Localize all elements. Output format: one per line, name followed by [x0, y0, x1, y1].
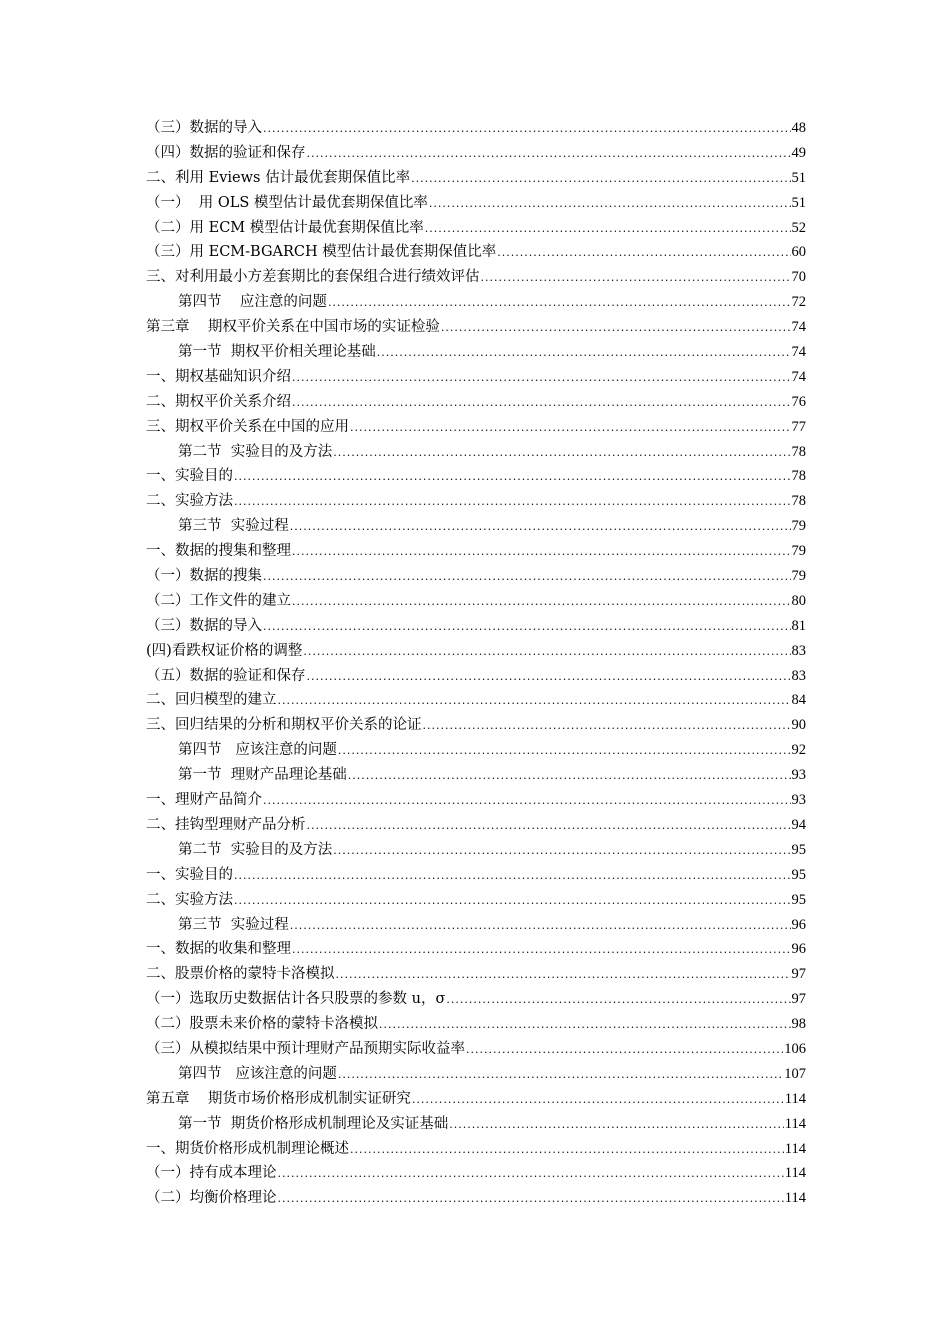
toc-entry-page-number: 74 — [791, 344, 806, 361]
toc-entry-page-number: 72 — [791, 294, 806, 311]
toc-entry-title: 第四节 应该注意的问题 — [178, 742, 337, 759]
toc-entry-title: （二）用 ECM 模型估计最优套期保值比率 — [146, 219, 424, 236]
toc-dot-leader — [379, 1013, 791, 1038]
toc-entry-page-number: 78 — [791, 468, 806, 485]
toc-dot-leader — [338, 739, 791, 764]
toc-dot-leader — [377, 341, 791, 366]
toc-dot-leader — [292, 366, 791, 391]
toc-entry-page-number: 95 — [791, 866, 806, 883]
toc-dot-leader — [263, 615, 791, 640]
toc-entry-title: 第一节 理财产品理论基础 — [178, 767, 347, 784]
toc-entry-title: 第四节 应注意的问题 — [178, 294, 327, 311]
toc-entry-title: 第三节 实验过程 — [178, 916, 289, 933]
toc-entry-title: 第五章 期货市场价格形成机制实证研究 — [146, 1090, 411, 1107]
toc-entry-title: （二）均衡价格理论 — [146, 1190, 277, 1207]
toc-entry-title: (四)看跌权证价格的调整 — [146, 642, 303, 659]
toc-entry[interactable] — [146, 1112, 806, 1137]
toc-entry[interactable] — [146, 688, 806, 713]
toc-entry-page-number: 48 — [791, 120, 806, 136]
toc-entry-page-number: 106 — [784, 1040, 806, 1057]
toc-entry-page-number: 97 — [791, 966, 806, 983]
toc-entry[interactable] — [146, 788, 806, 813]
toc-dot-leader — [263, 565, 791, 590]
toc-entry[interactable] — [146, 1012, 806, 1037]
toc-entry[interactable] — [146, 191, 806, 216]
toc-entry-page-number: 114 — [784, 1140, 806, 1157]
toc-entry-title: 二、利用 Eviews 估计最优套期保值比率 — [146, 169, 411, 186]
toc-entry-page-number: 114 — [784, 1115, 806, 1132]
toc-entry-title: 二、股票价格的蒙特卡洛模拟 — [146, 966, 335, 983]
toc-entry-page-number: 51 — [791, 194, 806, 211]
toc-dot-leader — [411, 167, 790, 192]
toc-entry[interactable] — [146, 1062, 806, 1087]
toc-dot-leader — [350, 416, 791, 441]
toc-entry-page-number: 95 — [791, 891, 806, 908]
toc-entry[interactable] — [146, 141, 806, 166]
toc-entry-page-number: 76 — [791, 393, 806, 410]
toc-entry-page-number: 74 — [791, 368, 806, 385]
table-of-contents — [146, 116, 806, 1211]
toc-entry-title: 二、实验方法 — [146, 891, 233, 908]
toc-entry[interactable] — [146, 514, 806, 539]
toc-entry[interactable] — [146, 216, 806, 241]
toc-entry-title: （三）用 ECM-BGARCH 模型估计最优套期保值比率 — [146, 244, 497, 261]
toc-entry-title: 三、对利用最小方差套期比的套保组合进行绩效评估 — [146, 269, 480, 286]
toc-entry-page-number: 74 — [791, 319, 806, 336]
toc-entry-page-number: 93 — [791, 792, 806, 809]
toc-entry-page-number: 96 — [791, 941, 806, 958]
toc-entry[interactable] — [146, 116, 806, 141]
toc-entry-page-number: 79 — [791, 568, 806, 585]
toc-entry-title: 一、实验目的 — [146, 866, 233, 883]
toc-entry-title: 第三章 期权平价关系在中国市场的实证检验 — [146, 319, 440, 336]
toc-entry-title: 第二节 实验目的及方法 — [178, 841, 333, 858]
toc-dot-leader — [429, 192, 791, 217]
toc-entry-title: 二、挂钩型理财产品分析 — [146, 816, 306, 833]
toc-entry[interactable] — [146, 838, 806, 863]
toc-dot-leader — [263, 789, 791, 814]
toc-entry-title: （三）数据的导入 — [146, 120, 262, 136]
toc-dot-leader — [234, 465, 791, 490]
toc-dot-leader — [466, 1038, 783, 1063]
toc-dot-leader — [350, 1138, 784, 1163]
toc-entry[interactable] — [146, 937, 806, 962]
toc-entry[interactable] — [146, 1161, 806, 1186]
toc-dot-leader — [425, 217, 791, 242]
toc-dot-leader — [412, 1088, 784, 1113]
toc-entry-title: 第一节 期权平价相关理论基础 — [178, 344, 376, 361]
toc-entry[interactable] — [146, 315, 806, 340]
toc-entry-title: （一） 用 OLS 模型估计最优套期保值比率 — [146, 194, 428, 211]
toc-dot-leader — [481, 266, 791, 291]
toc-dot-leader — [303, 640, 790, 665]
toc-dot-leader — [348, 764, 791, 789]
toc-entry-page-number: 84 — [791, 692, 806, 709]
toc-dot-leader — [328, 291, 791, 316]
toc-entry-page-number: 114 — [784, 1165, 806, 1182]
toc-entry-page-number: 49 — [791, 144, 806, 161]
toc-dot-leader — [292, 540, 791, 565]
toc-entry-title: （二）工作文件的建立 — [146, 592, 291, 609]
toc-entry-page-number: 70 — [791, 269, 806, 286]
toc-entry-page-number: 60 — [791, 244, 806, 261]
toc-dot-leader — [441, 316, 791, 341]
toc-entry[interactable] — [146, 489, 806, 514]
toc-entry-title: （一）持有成本理论 — [146, 1165, 277, 1182]
toc-dot-leader — [307, 814, 791, 839]
toc-entry[interactable] — [146, 265, 806, 290]
toc-entry-page-number: 78 — [791, 443, 806, 460]
toc-dot-leader — [338, 1063, 783, 1088]
toc-dot-leader — [292, 938, 791, 963]
toc-entry[interactable] — [146, 888, 806, 913]
toc-entry-title: 一、理财产品简介 — [146, 792, 262, 809]
toc-entry-title: （三）从模拟结果中预计理财产品预期实际收益率 — [146, 1040, 465, 1057]
toc-entry-page-number: 81 — [791, 617, 806, 634]
toc-entry[interactable] — [146, 539, 806, 564]
toc-entry-title: 三、回归结果的分析和期权平价关系的论证 — [146, 717, 422, 734]
toc-dot-leader — [234, 864, 791, 889]
toc-entry[interactable] — [146, 440, 806, 465]
toc-dot-leader — [263, 117, 791, 142]
toc-dot-leader — [446, 988, 790, 1013]
toc-entry-page-number: 79 — [791, 543, 806, 560]
toc-dot-leader — [278, 1187, 784, 1212]
toc-entry-page-number: 96 — [791, 916, 806, 933]
toc-entry[interactable] — [146, 166, 806, 191]
toc-entry[interactable] — [146, 464, 806, 489]
toc-entry[interactable] — [146, 1037, 806, 1062]
toc-entry[interactable] — [146, 962, 806, 987]
toc-entry-page-number: 83 — [791, 642, 806, 659]
toc-entry-page-number: 98 — [791, 1016, 806, 1033]
toc-entry-title: 一、实验目的 — [146, 468, 233, 485]
toc-dot-leader — [333, 441, 790, 466]
toc-dot-leader — [336, 963, 791, 988]
toc-entry-title: 一、数据的收集和整理 — [146, 941, 291, 958]
toc-entry-title: 第二节 实验目的及方法 — [178, 443, 333, 460]
toc-dot-leader — [292, 391, 791, 416]
toc-entry-title: （二）股票未来价格的蒙特卡洛模拟 — [146, 1016, 378, 1033]
toc-dot-leader — [234, 889, 791, 914]
toc-entry[interactable] — [146, 713, 806, 738]
toc-entry[interactable] — [146, 639, 806, 664]
toc-entry[interactable] — [146, 1137, 806, 1162]
toc-entry-title: 第一节 期货价格形成机制理论及实证基础 — [178, 1115, 449, 1132]
toc-entry[interactable] — [146, 340, 806, 365]
toc-entry[interactable] — [146, 564, 806, 589]
toc-entry-page-number: 107 — [784, 1065, 806, 1082]
toc-entry-title: 第三节 实验过程 — [178, 518, 289, 535]
toc-entry-page-number: 97 — [791, 991, 806, 1008]
toc-entry[interactable] — [146, 390, 806, 415]
toc-entry[interactable] — [146, 987, 806, 1012]
toc-entry[interactable] — [146, 913, 806, 938]
toc-dot-leader — [278, 1162, 784, 1187]
toc-entry-title: 第四节 应该注意的问题 — [178, 1065, 337, 1082]
toc-entry-title: 一、期货价格形成机制理论概述 — [146, 1140, 349, 1157]
toc-dot-leader — [290, 914, 791, 939]
toc-entry[interactable] — [146, 863, 806, 888]
toc-entry-title: （三）数据的导入 — [146, 617, 262, 634]
toc-entry[interactable] — [146, 813, 806, 838]
toc-dot-leader — [449, 1113, 784, 1138]
toc-dot-leader — [234, 490, 791, 515]
toc-dot-leader — [278, 689, 791, 714]
toc-entry-page-number: 90 — [791, 717, 806, 734]
toc-entry-page-number: 77 — [791, 418, 806, 435]
toc-entry[interactable] — [146, 1087, 806, 1112]
toc-dot-leader — [307, 142, 791, 167]
toc-entry-page-number: 83 — [791, 667, 806, 684]
toc-entry-page-number: 51 — [791, 169, 806, 186]
toc-dot-leader — [333, 839, 790, 864]
toc-entry-title: 三、期权平价关系在中国的应用 — [146, 418, 349, 435]
toc-dot-leader — [290, 515, 791, 540]
toc-entry[interactable] — [146, 614, 806, 639]
toc-dot-leader — [497, 241, 790, 266]
toc-entry-title: （四）数据的验证和保存 — [146, 144, 306, 161]
toc-entry-page-number: 52 — [791, 219, 806, 236]
toc-dot-leader — [292, 590, 791, 615]
toc-entry[interactable] — [146, 365, 806, 390]
toc-entry-title: （五）数据的验证和保存 — [146, 667, 306, 684]
toc-entry-title: （一）选取历史数据估计各只股票的参数 u，σ — [146, 991, 446, 1008]
toc-entry-page-number: 78 — [791, 493, 806, 510]
toc-entry-title: （一）数据的搜集 — [146, 568, 262, 585]
toc-entry[interactable] — [146, 290, 806, 315]
toc-entry-title: 一、期权基础知识介绍 — [146, 368, 291, 385]
toc-dot-leader — [423, 714, 791, 739]
toc-entry[interactable] — [146, 763, 806, 788]
toc-entry-page-number: 94 — [791, 816, 806, 833]
toc-entry-page-number: 114 — [784, 1190, 806, 1207]
toc-entry-page-number: 93 — [791, 767, 806, 784]
toc-entry-page-number: 79 — [791, 518, 806, 535]
toc-entry-title: 二、期权平价关系介绍 — [146, 393, 291, 410]
toc-dot-leader — [307, 665, 791, 690]
toc-entry-page-number: 92 — [791, 742, 806, 759]
toc-entry-title: 一、数据的搜集和整理 — [146, 543, 291, 560]
toc-entry[interactable] — [146, 589, 806, 614]
toc-entry-page-number: 114 — [784, 1090, 806, 1107]
toc-entry-page-number: 95 — [791, 841, 806, 858]
toc-entry[interactable] — [146, 1186, 806, 1211]
toc-entry-title: 二、实验方法 — [146, 493, 233, 510]
toc-entry[interactable] — [146, 240, 806, 265]
toc-entry[interactable] — [146, 738, 806, 763]
toc-entry-title: 二、回归模型的建立 — [146, 692, 277, 709]
toc-entry-page-number: 80 — [791, 592, 806, 609]
toc-entry[interactable] — [146, 415, 806, 440]
toc-entry[interactable] — [146, 664, 806, 689]
